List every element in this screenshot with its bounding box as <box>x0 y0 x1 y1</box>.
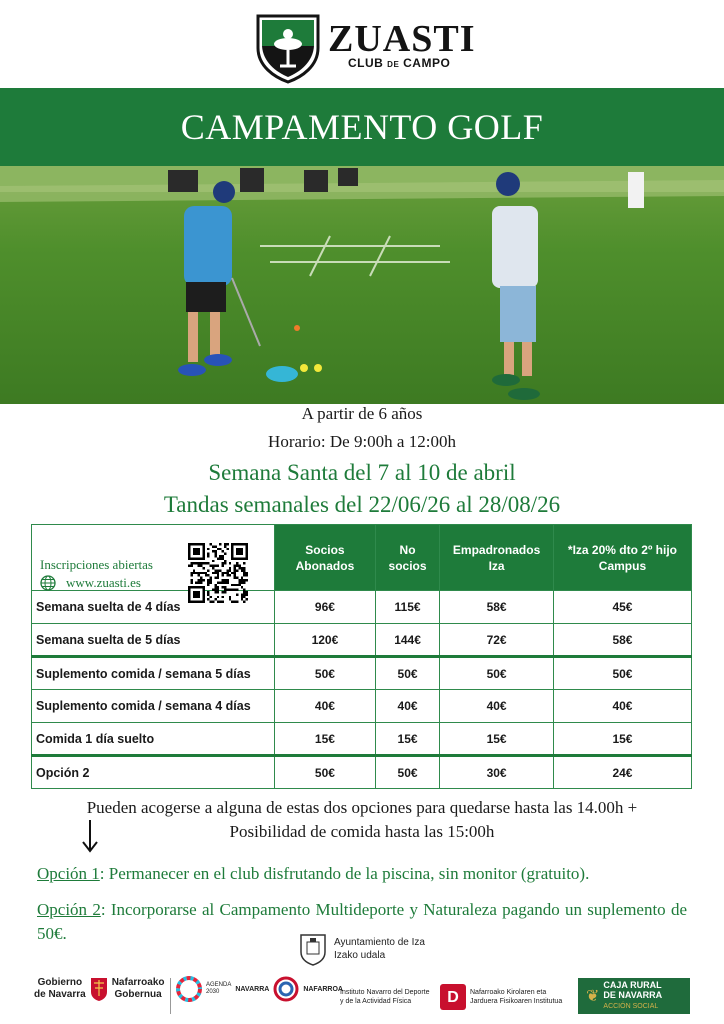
price-cell: 58€ <box>553 624 691 657</box>
options-intro-line1: Pueden acogerse a alguna de estas dos opciones para quedarse hasta las 14.00h + <box>86 798 638 817</box>
price-cell: 50€ <box>440 657 554 690</box>
gob-line3: Nafarroako <box>111 977 165 988</box>
row-label: Suplemento comida / semana 4 días <box>32 690 275 723</box>
table-row <box>32 723 692 756</box>
wheat-icon: ❦ <box>586 988 600 1005</box>
arrow-down-icon <box>80 818 100 854</box>
col-header-socios: Socios Abonados <box>275 525 376 591</box>
registration-cell <box>32 525 275 591</box>
col-header-empadronados: Empadronados Iza <box>440 525 554 591</box>
row-label: Semana suelta de 4 días <box>32 591 275 624</box>
gob-line4: Gobernua <box>114 989 162 1000</box>
navarra-shield-icon <box>90 976 108 1002</box>
kirolaren-institutua-logo <box>440 984 562 1010</box>
price-cell: 40€ <box>440 690 554 723</box>
price-cell: 50€ <box>275 756 376 789</box>
price-cell: 120€ <box>275 624 376 657</box>
kir-line1: Nafarroako Kirolaren eta <box>470 989 547 996</box>
easter-dates: Semana Santa del 7 al 10 de abril <box>208 460 516 485</box>
table-row <box>32 591 692 624</box>
subtitle-campo: CAMPO <box>403 56 451 70</box>
qr-code-icon[interactable] <box>188 543 248 603</box>
price-cell: 40€ <box>553 690 691 723</box>
agenda-navarra: NAVARRA <box>235 985 270 993</box>
weekly-dates: Tandas semanales del 22/06/26 al 28/08/26 <box>163 492 561 517</box>
brand-subtitle <box>348 56 450 70</box>
price-cell: 50€ <box>553 657 691 690</box>
option-2-text: : Incorporarse al Campamento Multideporte y Naturaleza pagando un suplemento de 50€. <box>37 900 688 943</box>
instituto-navarro-deporte <box>340 988 430 1006</box>
price-cell: 58€ <box>440 591 554 624</box>
ayto-name-eus: Izako udala <box>334 950 386 961</box>
gob-line1: Gobierno <box>37 977 83 988</box>
col-header-no-socios: No socios <box>375 525 439 591</box>
table-row <box>32 756 692 789</box>
navarra-deporte-icon <box>273 976 299 1002</box>
agenda-nafarroa: NAFARROA <box>303 985 343 993</box>
inst-line1: Instituto Navarro del Deporte <box>340 989 430 996</box>
caja-rural-logo <box>578 978 690 1014</box>
price-cell: 40€ <box>375 690 439 723</box>
option-1 <box>37 862 687 886</box>
brand-name: ZUASTI <box>328 18 476 60</box>
col-header-iza-descuento: *Iza 20% dto 2º hijo Campus <box>553 525 691 591</box>
price-cell: 115€ <box>375 591 439 624</box>
row-label: Suplemento comida / semana 5 días <box>32 657 275 690</box>
price-cell: 15€ <box>375 723 439 756</box>
price-cell: 24€ <box>553 756 691 789</box>
website-link[interactable] <box>40 575 141 591</box>
golf-photo <box>0 166 724 404</box>
price-cell: 72€ <box>440 624 554 657</box>
sdg-wheel-icon <box>176 976 202 1002</box>
price-cell: 30€ <box>440 756 554 789</box>
gobierno-navarra-logo <box>34 976 165 1002</box>
agenda-year: 2030 <box>206 989 220 995</box>
table-row <box>32 657 692 690</box>
zuasti-shield-icon <box>256 14 320 84</box>
footer-divider <box>170 978 171 1014</box>
table-header-row <box>32 525 692 591</box>
row-label: Semana suelta de 5 días <box>32 624 275 657</box>
option-2-title: Opción 2 <box>37 900 101 919</box>
table-row <box>32 690 692 723</box>
price-cell: 15€ <box>275 723 376 756</box>
kir-line2: Jarduera Fisikoaren Institutua <box>470 998 563 1005</box>
caja-line1: CAJA RURAL <box>603 980 662 990</box>
globe-icon <box>40 575 56 591</box>
price-cell: 50€ <box>375 657 439 690</box>
table-row <box>32 624 692 657</box>
ayuntamiento-iza-logo <box>298 932 425 966</box>
inst-line2: y de la Actividad Física <box>340 998 412 1005</box>
price-cell: 50€ <box>375 756 439 789</box>
ind-logo-icon: D <box>440 984 466 1010</box>
gob-line2: de Navarra <box>34 989 86 1000</box>
agenda-2030-logo <box>176 976 343 1002</box>
caja-line2: DE NAVARRA <box>603 990 663 1000</box>
price-cell: 45€ <box>553 591 691 624</box>
price-cell: 50€ <box>275 657 376 690</box>
price-table <box>31 524 692 789</box>
zuasti-logo <box>256 14 476 84</box>
price-cell: 96€ <box>275 591 376 624</box>
iza-crest-icon <box>298 932 328 966</box>
price-cell: 40€ <box>275 690 376 723</box>
options-intro-line2: Posibilidad de comida hasta las 15:00h <box>229 822 495 841</box>
price-cell: 15€ <box>440 723 554 756</box>
price-cell: 144€ <box>375 624 439 657</box>
page-title: CAMPAMENTO GOLF <box>180 107 544 147</box>
option-1-text: : Permanecer en el club disfrutando de la piscina, sin monitor (gratuito). <box>99 864 590 883</box>
caja-line3: ACCIÓN SOCIAL <box>603 1003 659 1010</box>
row-label: Comida 1 día suelto <box>32 723 275 756</box>
registration-label: Inscripciones abiertas <box>40 557 153 572</box>
subtitle-de: DE <box>387 60 400 69</box>
option-1-title: Opción 1 <box>37 864 100 883</box>
row-label: Opción 2 <box>32 756 275 789</box>
website-text: www.zuasti.es <box>66 575 141 590</box>
hours-info: Horario: De 9:00h a 12:00h <box>268 432 456 451</box>
subtitle-club: CLUB <box>348 56 384 70</box>
price-cell: 15€ <box>553 723 691 756</box>
agenda-text: AGENDA <box>206 982 232 988</box>
title-banner <box>0 88 724 166</box>
ayto-name: Ayuntamiento de Iza <box>334 937 425 948</box>
age-info: A partir de 6 años <box>301 404 423 423</box>
